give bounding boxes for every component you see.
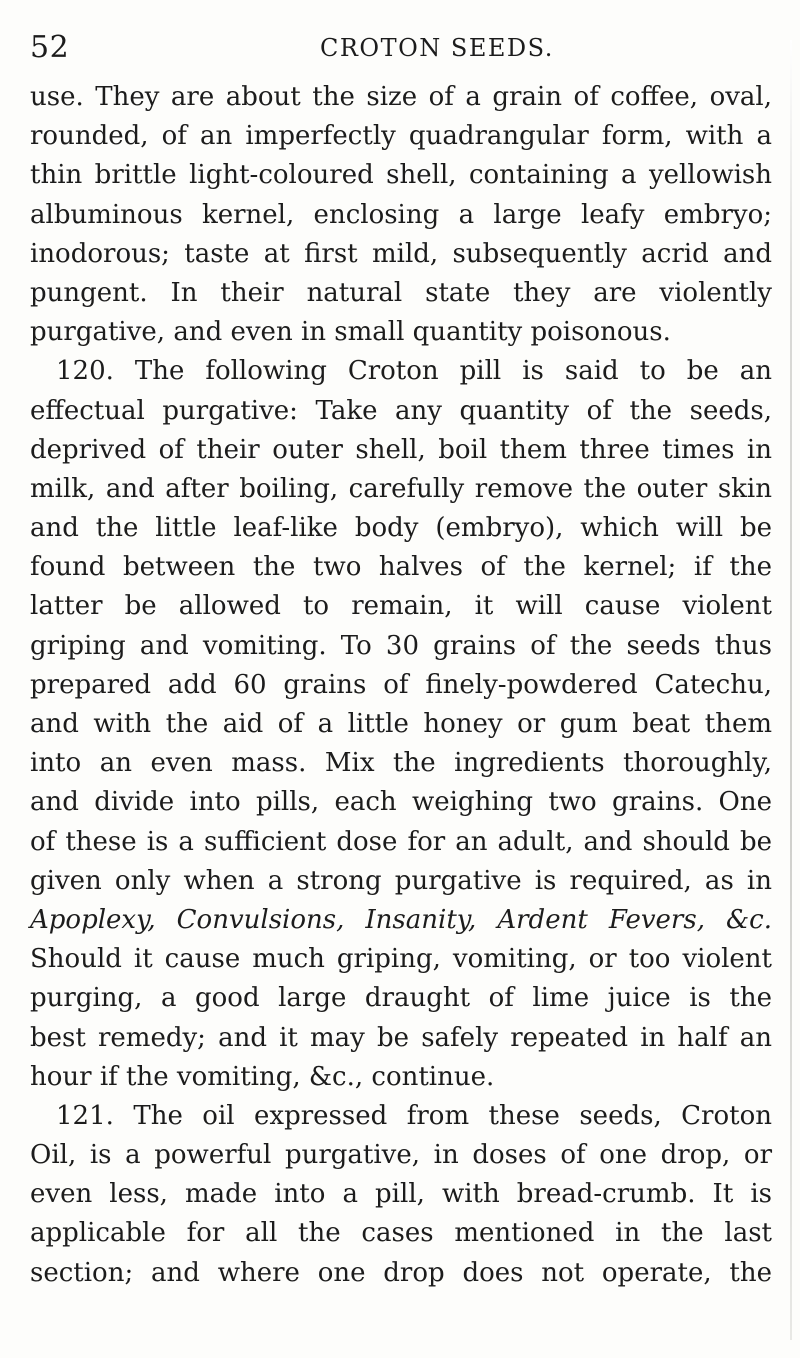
text-line: Oil, is a powerful purgative, in doses of one drop, or — [30, 1140, 772, 1171]
text-line: use. They are about the size of a grain of coffee, oval, — [30, 82, 772, 112]
running-head: CROTON SEEDS. — [320, 34, 554, 62]
text-line: of these is a sufficient dose for an adult, and should be — [30, 826, 772, 857]
page-header — [30, 30, 770, 70]
text-line-italic-diseases: Apoplexy, Convulsions, Insanity, Ardent Fevers, &c. — [30, 904, 772, 935]
text-line: inodorous; taste at first mild, subsequently acrid and — [30, 238, 772, 269]
text-line: purging, a good large draught of lime juice is the — [30, 983, 772, 1014]
text-line: given only when a strong purgative is required, as in — [30, 865, 772, 896]
text-line: best remedy; and it may be safely repeated in half an — [30, 1022, 772, 1053]
text-line: and divide into pills, each weighing two grains. One — [30, 787, 772, 818]
body-text — [30, 78, 772, 1293]
text-line: latter be allowed to remain, it will cause violent — [30, 591, 772, 622]
text-line: section; and where one drop does not operate, the — [30, 1257, 772, 1288]
text-line: applicable for all the cases mentioned in the last — [30, 1218, 772, 1249]
text-line: rounded, of an imperfectly quadrangular form, with a — [30, 121, 772, 152]
text-line: albuminous kernel, enclosing a large leafy embryo; — [30, 199, 772, 230]
text-line: prepared add 60 grains of finely-powdered Catechu, — [30, 669, 772, 700]
text-line: found between the two halves of the kernel; if the — [30, 552, 772, 583]
text-line: effectual purgative: Take any quantity of the seeds, — [30, 395, 772, 426]
text-line: pungent. In their natural state they are violently — [30, 277, 772, 308]
text-line: griping and vomiting. To 30 grains of the seeds thus — [30, 630, 772, 661]
text-line-paragraph-120: 120. The following Croton pill is said to be an — [56, 356, 772, 387]
page-edge-shadow — [790, 40, 792, 1340]
text-line: and with the aid of a little honey or gum beat them — [30, 709, 772, 739]
text-line: Should it cause much griping, vomiting, or too violent — [30, 944, 772, 975]
text-line: thin brittle light-coloured shell, containing a yellowish — [30, 160, 772, 191]
text-line: hour if the vomiting, &c., continue. — [30, 1061, 495, 1092]
text-line: into an even mass. Mix the ingredients thoroughly, — [30, 748, 772, 779]
text-line: milk, and after boiling, carefully remove the outer skin — [30, 473, 772, 504]
text-line: deprived of their outer shell, boil them three times in — [30, 434, 772, 465]
text-line: purgative, and even in small quantity poisonous. — [30, 317, 671, 348]
page-number: 52 — [30, 30, 70, 65]
text-line-paragraph-121: 121. The oil expressed from these seeds, Croton — [56, 1100, 772, 1131]
text-line: and the little leaf-like body (embryo), which will be — [30, 513, 772, 544]
text-line: even less, made into a pill, with bread-crumb. It is — [30, 1179, 772, 1210]
